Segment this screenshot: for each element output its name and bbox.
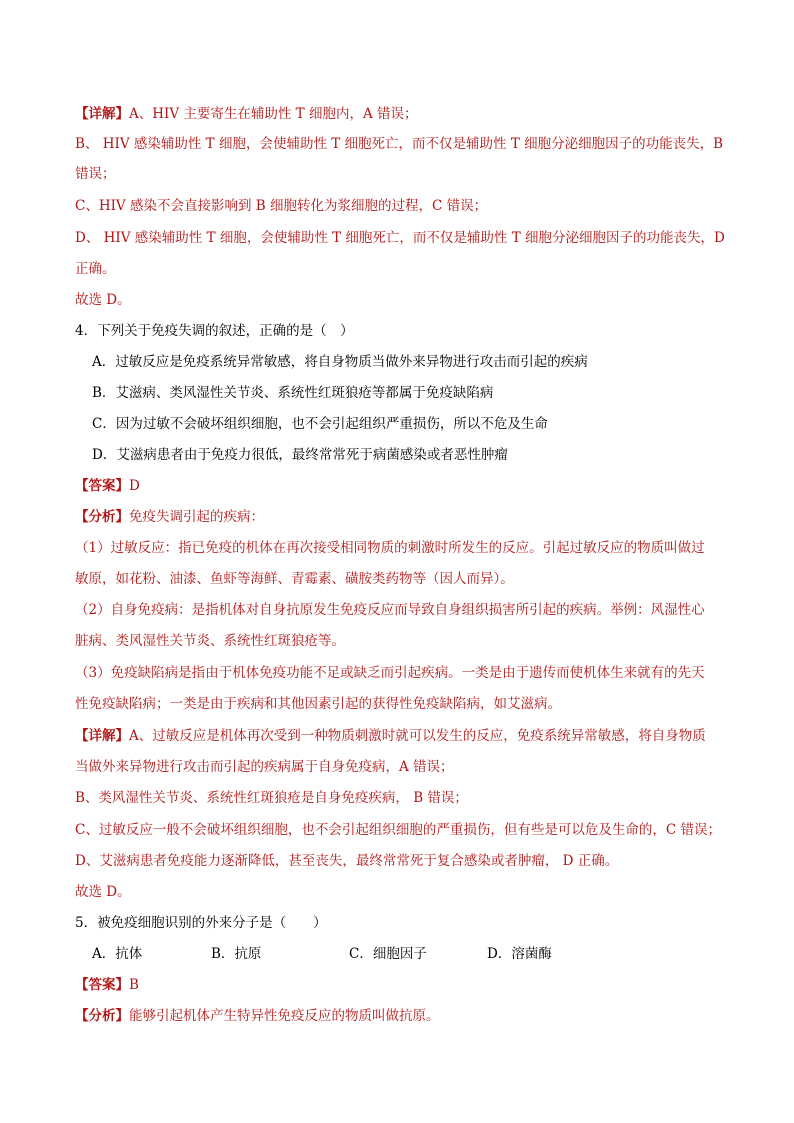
question-5-option-b: B．抗原 xyxy=(211,946,262,962)
question-5-analysis xyxy=(75,1006,440,1026)
question-4-option-a: A．过敏反应是免疫系统异常敏感，将自身物质当做外来异物进行攻击而引起的疾病 xyxy=(92,354,588,370)
detail-text: A、过敏反应是机体再次受到一种物质刺激时就可以发生的反应，免疫系统异常敏感，将自身物质 xyxy=(129,728,706,744)
analysis-line-6: 性免疫缺陷病；一类是由于疾病和其他因素引起的获得性免疫缺陷病，如艾滋病。 xyxy=(75,696,561,712)
question-5-option-d: D．溶菌酶 xyxy=(487,946,552,962)
detail-text: A、HIV 主要寄生在辅助性 T 细胞内，A 错误； xyxy=(129,106,418,122)
detail-tag: 【详解】 xyxy=(75,106,129,122)
answer-tag: 【答案】 xyxy=(75,977,129,993)
question-5-option-c: C．细胞因子 xyxy=(349,946,427,962)
detail-line-4: C、过敏反应一般不会破坏组织细胞，也不会引起组织细胞的严重损伤，但有些是可以危及生命的，C 错误； xyxy=(75,822,721,838)
detail-tag: 【详解】 xyxy=(75,728,129,744)
question-5-stem: 5．被免疫细胞识别的外来分子是（ ） xyxy=(75,915,327,931)
analysis-line-4: 脏病、类风湿性关节炎、系统性红斑狼疮等。 xyxy=(75,633,345,649)
detail-line-6: 故选 D。 xyxy=(75,884,131,900)
detail-line-3: B、类风湿性关节炎、系统性红斑狼疮是自身免疫疾病， B 错误； xyxy=(75,790,468,806)
detail-line-4: C、HIV 感染不会直接影响到 B 细胞转化为浆细胞的过程，C 错误； xyxy=(75,198,488,214)
detail-line-1 xyxy=(75,104,418,124)
detail-line-5: D、艾滋病患者免疫能力逐渐降低，甚至丧失，最终常常死于复合感染或者肿瘤， D 正确。 xyxy=(75,853,619,869)
question-4-answer xyxy=(75,476,140,496)
analysis-line-1: （1）过敏反应：指已免疫的机体在再次接受相同物质的刺激时所发生的反应。引起过敏反应的物质叫做过 xyxy=(75,540,705,556)
question-4-analysis-heading xyxy=(75,507,264,527)
question-4-option-b: B．艾滋病、类风湿性关节炎、系统性红斑狼疮等都属于免疫缺陷病 xyxy=(92,385,494,401)
detail-line-7: 故选 D。 xyxy=(75,292,131,308)
detail-line-3: 错误； xyxy=(75,166,116,182)
question-4-detail-heading xyxy=(75,726,706,746)
answer-value: D xyxy=(129,478,140,494)
question-5-answer xyxy=(75,975,139,995)
question-4-option-c: C．因为过敏不会破坏组织细胞，也不会引起组织严重损伤，所以不危及生命 xyxy=(92,416,548,432)
analysis-tag: 【分析】 xyxy=(75,1008,129,1024)
analysis-line-3: （2）自身免疫病：是指机体对自身抗原发生免疫反应而导致自身组织损害所引起的疾病。举例：风湿性心 xyxy=(75,602,705,618)
question-4-stem: 4．下列关于免疫失调的叙述，正确的是（ ） xyxy=(75,323,354,339)
analysis-line-5: （3）免疫缺陷病是指由于机体免疫功能不足或缺乏而引起疾病。一类是由于遗传而使机体生来就有的先天 xyxy=(75,665,705,681)
analysis-intro: 免疫失调引起的疾病： xyxy=(129,509,264,525)
analysis-line-2: 敏原，如花粉、油漆、鱼虾等海鲜、青霉素、磺胺类药物等（因人而异）。 xyxy=(75,571,514,587)
detail-line-6: 正确。 xyxy=(75,261,116,277)
answer-value: B xyxy=(129,977,139,993)
analysis-tag: 【分析】 xyxy=(75,509,129,525)
detail-line-2: 当做外来异物进行攻击而引起的疾病属于自身免疫病，A 错误； xyxy=(75,759,454,775)
detail-line-2: B、 HIV 感染辅助性 T 细胞，会使辅助性 T 细胞死亡，而不仅是辅助性 T 细胞分泌细胞因子的功能丧失，B xyxy=(75,136,724,152)
analysis-text: 能够引起机体产生特异性免疫反应的物质叫做抗原。 xyxy=(129,1008,440,1024)
detail-line-5: D、 HIV 感染辅助性 T 细胞，会使辅助性 T 细胞死亡，而不仅是辅助性 T 细胞分泌细胞因子的功能丧失，D xyxy=(75,230,725,246)
question-5-option-a: A．抗体 xyxy=(92,946,143,962)
answer-tag: 【答案】 xyxy=(75,478,129,494)
question-4-option-d: D．艾滋病患者由于免疫力很低，最终常常死于病菌感染或者恶性肿瘤 xyxy=(92,447,508,463)
